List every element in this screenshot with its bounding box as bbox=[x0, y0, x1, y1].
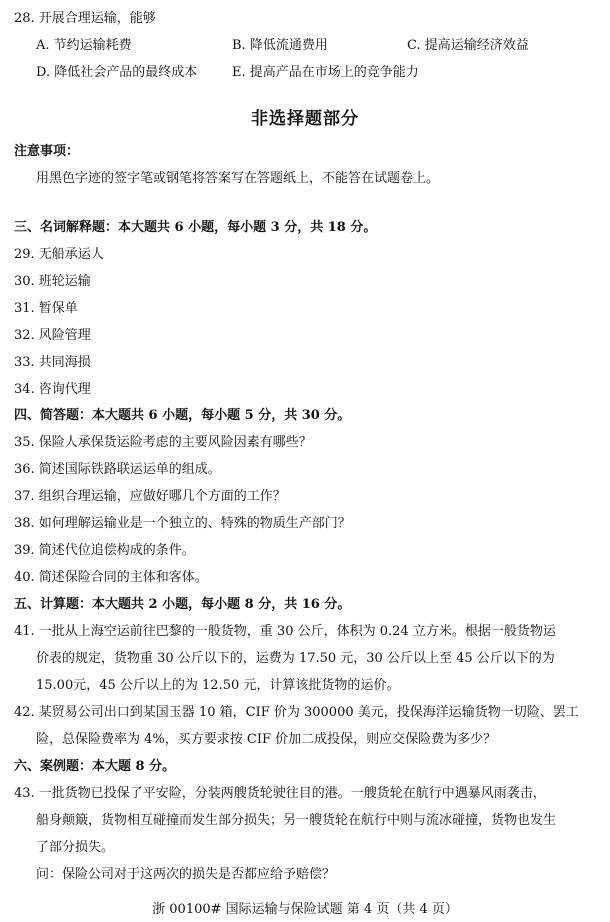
q28-option-a: A. 节约运输耗费 bbox=[36, 38, 132, 53]
section4-heading: 四、简答题：本大题共 6 小题，每小题 5 分，共 30 分。 bbox=[14, 408, 351, 423]
q43-line: 了部分损失。 bbox=[36, 840, 115, 855]
list-item: 29. 无船承运人 bbox=[14, 247, 104, 262]
q43-question: 问：保险公司对于这两次的损失是否都应给予赔偿？ bbox=[36, 867, 336, 882]
list-item: 34. 咨询代理 bbox=[14, 382, 91, 397]
section6-heading: 六、案例题：本大题 8 分。 bbox=[14, 759, 176, 774]
notice-heading: 注意事项： bbox=[14, 144, 80, 159]
q28-option-d: D. 降低社会产品的最终成本 bbox=[36, 65, 198, 80]
section3-heading: 三、名词解释题：本大题共 6 小题，每小题 3 分，共 18 分。 bbox=[14, 220, 377, 235]
list-item: 30. 班轮运输 bbox=[14, 274, 91, 289]
q28-option-c: C. 提高运输经济效益 bbox=[407, 38, 529, 53]
list-item: 31. 暂保单 bbox=[14, 301, 78, 316]
page-footer: 浙 00100# 国际运输与保险试题 第 4 页（共 4 页） bbox=[152, 902, 458, 917]
q41-line: 41. 一批从上海空运前往巴黎的一般货物，重 30 公斤，体积为 0.24 立方米。根据一般货物运 bbox=[14, 624, 556, 639]
q43-line: 43. 一批货物已投保了平安险，分装两艘货轮驶往目的港。一艘货轮在航行中遇暴风雨袭击， bbox=[14, 786, 546, 801]
section-title: 非选择题部分 bbox=[251, 109, 359, 129]
q41-line: 15.00元，45 公斤以上的为 12.50 元，计算该批货物的运价。 bbox=[36, 678, 400, 693]
list-item: 36. 简述国际铁路联运运单的组成。 bbox=[14, 462, 221, 477]
list-item: 33. 共同海损 bbox=[14, 355, 91, 370]
q42-line: 险，总保险费率为 4%，买方要求按 CIF 价加二成投保，则应交保险费为多少？ bbox=[36, 732, 497, 747]
q43-line: 船身颠簸，货物相互碰撞而发生部分损失；另一艘货轮在航行中则与流冰碰撞，货物也发生 bbox=[36, 813, 557, 828]
q28-option-b: B. 降低流通费用 bbox=[232, 38, 328, 53]
list-item: 38. 如何理解运输业是一个独立的、特殊的物质生产部门？ bbox=[14, 516, 351, 531]
list-item: 40. 简述保险合同的主体和客体。 bbox=[14, 570, 208, 585]
q41-line: 价表的规定，货物重 30 公斤以下的，运费为 17.50 元，30 公斤以上至 45 公斤以下的为 bbox=[36, 651, 555, 666]
q42-line: 42. 某贸易公司出口到某国玉器 10 箱，CIF 价为 300000 美元，投保海洋运输货物一切险、罢工 bbox=[14, 705, 579, 720]
section5-heading: 五、计算题：本大题共 2 小题，每小题 8 分，共 16 分。 bbox=[14, 597, 351, 612]
list-item: 32. 风险管理 bbox=[14, 328, 91, 343]
list-item: 37. 组织合理运输，应做好哪几个方面的工作？ bbox=[14, 489, 286, 504]
list-item: 39. 简述代位追偿构成的条件。 bbox=[14, 543, 195, 558]
notice-text: 用黑色字迹的签字笔或钢笔将答案写在答题纸上，不能答在试题卷上。 bbox=[36, 171, 440, 186]
list-item: 35. 保险人承保货运险考虑的主要风险因素有哪些？ bbox=[14, 435, 312, 450]
q28-option-e: E. 提高产品在市场上的竞争能力 bbox=[232, 65, 419, 80]
q28-stem: 28. 开展合理运输，能够 bbox=[14, 11, 156, 26]
